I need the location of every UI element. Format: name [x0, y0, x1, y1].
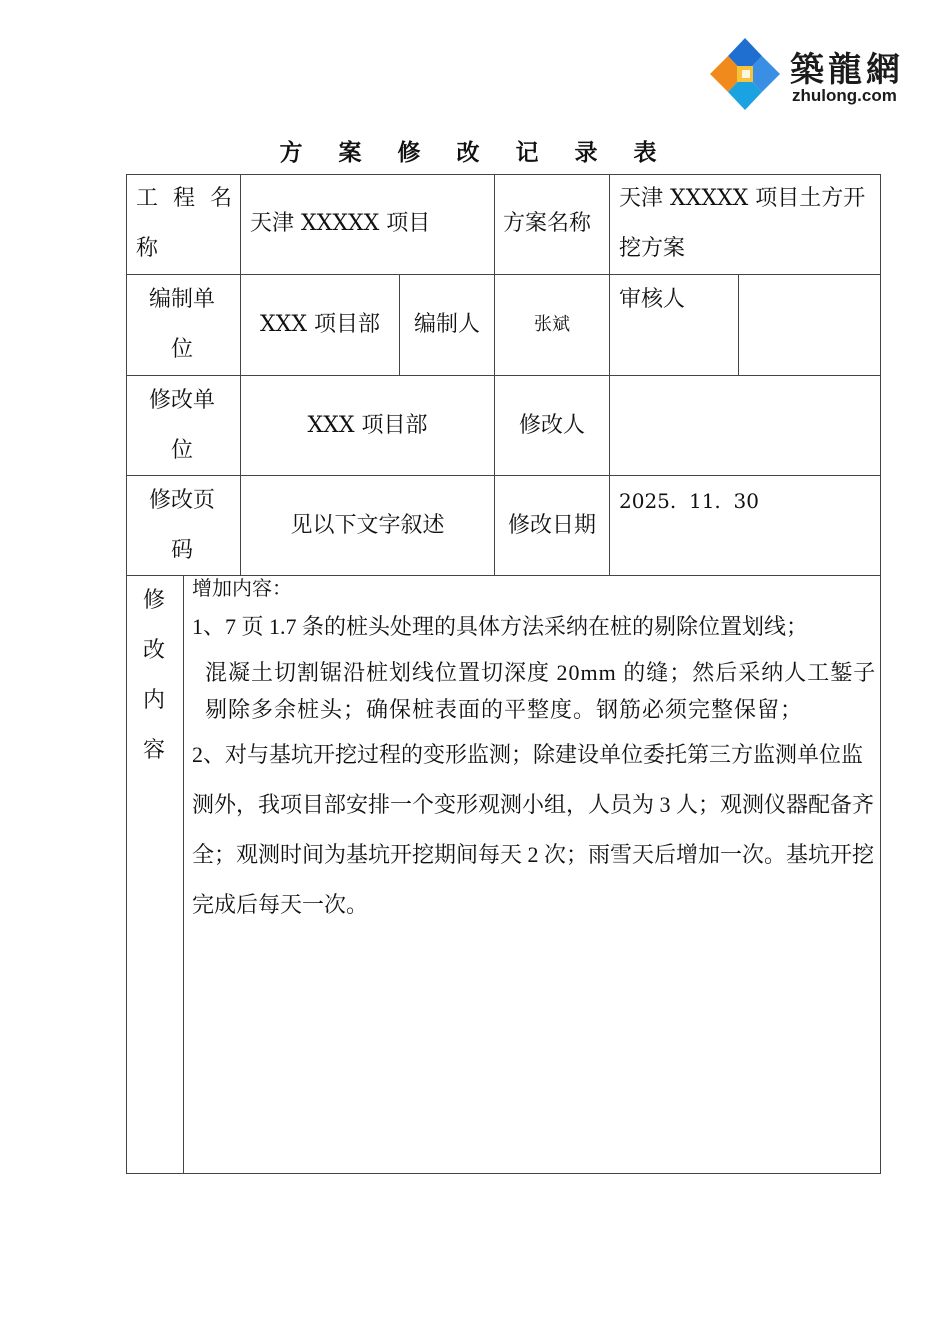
content-heading: 增加内容： — [192, 578, 292, 600]
reviewer-label: 审核人 — [619, 287, 686, 312]
compiler-label: 编制人 — [413, 312, 480, 337]
content-item-2: 2、对与基坑开挖过程的变形监测；除建设单位委托第三方监测单位监测外，我项目部安排一个变形观测小组，人员为 3 人；观测仪器配备齐全；观测时间为基坑开挖期间每天 2 次；雨雪天后增加一次。基坑开挖完成后每天一次。 — [192, 742, 875, 917]
modify-content-body — [192, 576, 877, 930]
modifier-label: 修改人 — [518, 413, 585, 438]
zhulong-logo-icon — [704, 36, 786, 112]
zhulong-logo — [704, 34, 922, 114]
compile-unit-value: XXX 项目部 — [260, 312, 380, 337]
modify-unit-label: 修改单位 — [148, 388, 215, 463]
logo-domain-text: zhulong.com — [792, 86, 897, 105]
content-item-1-detail: 混凝土切割锯沿桩划线位置切深度 20mm 的缝；然后采纳人工錾子剔除多余桩头；确保桩表面的平整度。钢筋必须完整保留； — [205, 660, 877, 722]
modify-page-value: 见以下文字叙述 — [290, 513, 445, 538]
content-item-1: 1、7 页 1.7 条的桩头处理的具体方法采纳在桩的剔除位置划线； — [192, 614, 809, 639]
compiler-value: 张斌 — [534, 314, 570, 335]
modify-content-label: 修改内容 — [142, 588, 165, 763]
project-name-label: 工 程 名 称 — [136, 186, 236, 261]
plan-name-value: 天津 XXXXX 项目土方开挖方案 — [619, 186, 866, 261]
modify-date-label: 修改日期 — [507, 513, 596, 538]
modify-page-label: 修改页码 — [148, 488, 215, 563]
compile-unit-label: 编制单位 — [148, 287, 215, 362]
modify-date-value: 2025. 11. 30 — [619, 489, 759, 513]
modify-unit-value: XXX 项目部 — [307, 413, 428, 438]
project-name-value: 天津 XXXXX 项目 — [250, 211, 431, 236]
document-title: 方 案 修 改 记 录 表 — [279, 139, 671, 166]
logo-chinese-text: 築龍網 — [790, 50, 904, 90]
revision-record-table — [126, 174, 881, 1174]
plan-name-label: 方案名称 — [503, 211, 592, 236]
